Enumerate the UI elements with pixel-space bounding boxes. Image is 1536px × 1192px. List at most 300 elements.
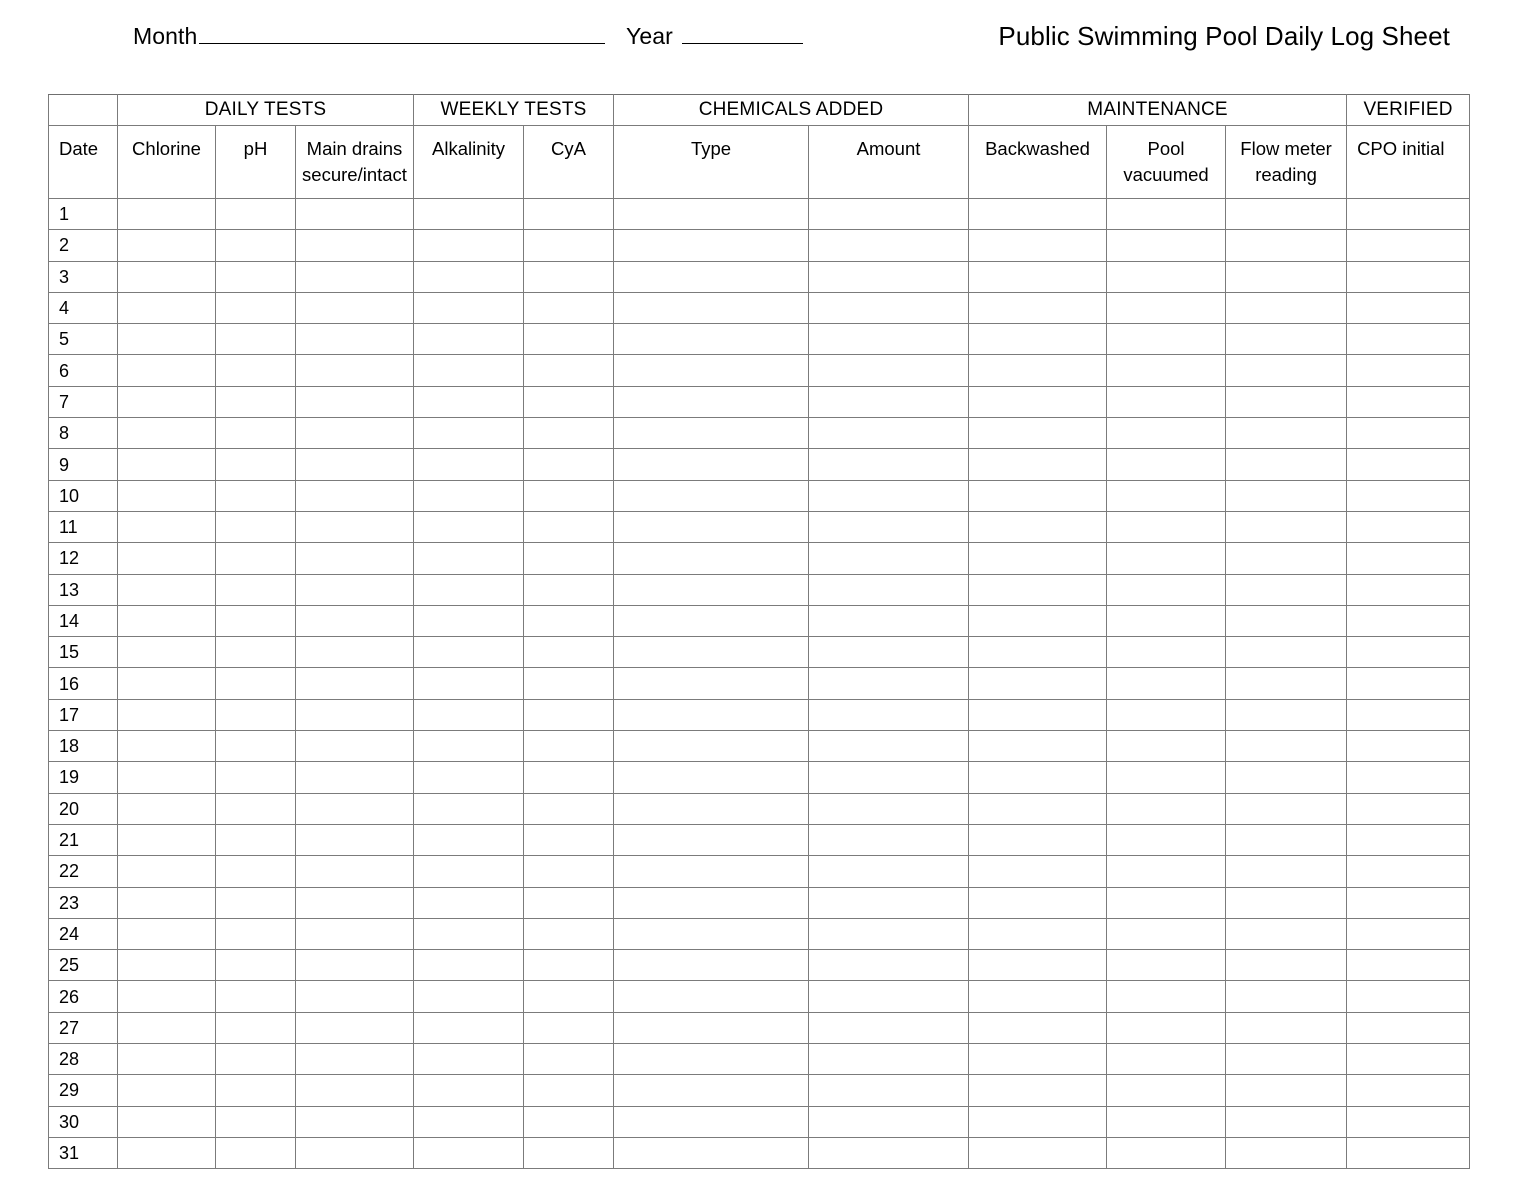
entry-cell[interactable] — [414, 355, 524, 386]
entry-cell[interactable] — [524, 1106, 614, 1137]
entry-cell[interactable] — [809, 199, 969, 230]
entry-cell[interactable] — [414, 230, 524, 261]
entry-cell[interactable] — [1226, 1044, 1347, 1075]
entry-cell[interactable] — [1226, 918, 1347, 949]
entry-cell[interactable] — [216, 918, 296, 949]
entry-cell[interactable] — [614, 199, 809, 230]
entry-cell[interactable] — [296, 731, 414, 762]
entry-cell[interactable] — [1347, 480, 1470, 511]
entry-cell[interactable] — [614, 918, 809, 949]
entry-cell[interactable] — [969, 1106, 1107, 1137]
entry-cell[interactable] — [1107, 355, 1226, 386]
entry-cell[interactable] — [118, 1075, 216, 1106]
entry-cell[interactable] — [1347, 418, 1470, 449]
entry-cell[interactable] — [414, 981, 524, 1012]
entry-cell[interactable] — [614, 261, 809, 292]
entry-cell[interactable] — [524, 918, 614, 949]
entry-cell[interactable] — [1347, 543, 1470, 574]
entry-cell[interactable] — [296, 637, 414, 668]
entry-cell[interactable] — [809, 824, 969, 855]
entry-cell[interactable] — [614, 981, 809, 1012]
entry-cell[interactable] — [216, 1137, 296, 1168]
entry-cell[interactable] — [414, 292, 524, 323]
entry-cell[interactable] — [296, 355, 414, 386]
entry-cell[interactable] — [969, 762, 1107, 793]
entry-cell[interactable] — [296, 386, 414, 417]
entry-cell[interactable] — [216, 1106, 296, 1137]
entry-cell[interactable] — [969, 793, 1107, 824]
entry-cell[interactable] — [296, 1075, 414, 1106]
entry-cell[interactable] — [216, 386, 296, 417]
entry-cell[interactable] — [524, 637, 614, 668]
entry-cell[interactable] — [216, 355, 296, 386]
entry-cell[interactable] — [969, 824, 1107, 855]
entry-cell[interactable] — [969, 230, 1107, 261]
entry-cell[interactable] — [118, 418, 216, 449]
entry-cell[interactable] — [1347, 699, 1470, 730]
entry-cell[interactable] — [614, 950, 809, 981]
entry-cell[interactable] — [614, 1012, 809, 1043]
entry-cell[interactable] — [1226, 449, 1347, 480]
entry-cell[interactable] — [524, 699, 614, 730]
entry-cell[interactable] — [1107, 1075, 1226, 1106]
entry-cell[interactable] — [1226, 1137, 1347, 1168]
entry-cell[interactable] — [524, 511, 614, 542]
entry-cell[interactable] — [809, 605, 969, 636]
entry-cell[interactable] — [809, 950, 969, 981]
entry-cell[interactable] — [296, 699, 414, 730]
entry-cell[interactable] — [118, 981, 216, 1012]
entry-cell[interactable] — [414, 480, 524, 511]
entry-cell[interactable] — [216, 449, 296, 480]
entry-cell[interactable] — [216, 637, 296, 668]
entry-cell[interactable] — [809, 1012, 969, 1043]
entry-cell[interactable] — [296, 793, 414, 824]
entry-cell[interactable] — [216, 950, 296, 981]
entry-cell[interactable] — [118, 1012, 216, 1043]
entry-cell[interactable] — [1226, 699, 1347, 730]
entry-cell[interactable] — [809, 386, 969, 417]
entry-cell[interactable] — [614, 731, 809, 762]
entry-cell[interactable] — [614, 699, 809, 730]
entry-cell[interactable] — [809, 292, 969, 323]
entry-cell[interactable] — [296, 292, 414, 323]
entry-cell[interactable] — [524, 793, 614, 824]
entry-cell[interactable] — [1347, 261, 1470, 292]
entry-cell[interactable] — [1226, 981, 1347, 1012]
entry-cell[interactable] — [1107, 981, 1226, 1012]
entry-cell[interactable] — [118, 762, 216, 793]
entry-cell[interactable] — [524, 449, 614, 480]
entry-cell[interactable] — [524, 261, 614, 292]
entry-cell[interactable] — [969, 292, 1107, 323]
entry-cell[interactable] — [414, 199, 524, 230]
entry-cell[interactable] — [1347, 731, 1470, 762]
entry-cell[interactable] — [1226, 731, 1347, 762]
entry-cell[interactable] — [524, 292, 614, 323]
entry-cell[interactable] — [296, 543, 414, 574]
entry-cell[interactable] — [1347, 386, 1470, 417]
entry-cell[interactable] — [414, 324, 524, 355]
entry-cell[interactable] — [1107, 731, 1226, 762]
entry-cell[interactable] — [524, 230, 614, 261]
entry-cell[interactable] — [969, 918, 1107, 949]
entry-cell[interactable] — [969, 856, 1107, 887]
entry-cell[interactable] — [1107, 699, 1226, 730]
entry-cell[interactable] — [216, 699, 296, 730]
entry-cell[interactable] — [216, 1012, 296, 1043]
entry-cell[interactable] — [216, 292, 296, 323]
entry-cell[interactable] — [969, 418, 1107, 449]
entry-cell[interactable] — [1107, 574, 1226, 605]
entry-cell[interactable] — [296, 887, 414, 918]
entry-cell[interactable] — [414, 261, 524, 292]
entry-cell[interactable] — [969, 543, 1107, 574]
entry-cell[interactable] — [216, 199, 296, 230]
entry-cell[interactable] — [1347, 1044, 1470, 1075]
entry-cell[interactable] — [118, 793, 216, 824]
entry-cell[interactable] — [1226, 637, 1347, 668]
entry-cell[interactable] — [216, 261, 296, 292]
entry-cell[interactable] — [809, 1075, 969, 1106]
entry-cell[interactable] — [614, 386, 809, 417]
entry-cell[interactable] — [118, 918, 216, 949]
entry-cell[interactable] — [1107, 449, 1226, 480]
entry-cell[interactable] — [414, 699, 524, 730]
entry-cell[interactable] — [414, 668, 524, 699]
entry-cell[interactable] — [296, 1106, 414, 1137]
entry-cell[interactable] — [809, 762, 969, 793]
entry-cell[interactable] — [1107, 230, 1226, 261]
entry-cell[interactable] — [1107, 418, 1226, 449]
entry-cell[interactable] — [809, 887, 969, 918]
entry-cell[interactable] — [1347, 355, 1470, 386]
month-input[interactable] — [199, 24, 605, 44]
entry-cell[interactable] — [614, 668, 809, 699]
entry-cell[interactable] — [414, 386, 524, 417]
entry-cell[interactable] — [414, 1075, 524, 1106]
entry-cell[interactable] — [1107, 1044, 1226, 1075]
entry-cell[interactable] — [118, 261, 216, 292]
entry-cell[interactable] — [809, 637, 969, 668]
entry-cell[interactable] — [1107, 918, 1226, 949]
entry-cell[interactable] — [969, 637, 1107, 668]
entry-cell[interactable] — [969, 449, 1107, 480]
entry-cell[interactable] — [296, 230, 414, 261]
entry-cell[interactable] — [414, 887, 524, 918]
entry-cell[interactable] — [296, 511, 414, 542]
entry-cell[interactable] — [1347, 793, 1470, 824]
entry-cell[interactable] — [296, 199, 414, 230]
entry-cell[interactable] — [414, 637, 524, 668]
entry-cell[interactable] — [1347, 1075, 1470, 1106]
entry-cell[interactable] — [1347, 324, 1470, 355]
entry-cell[interactable] — [524, 199, 614, 230]
entry-cell[interactable] — [1107, 386, 1226, 417]
entry-cell[interactable] — [969, 731, 1107, 762]
entry-cell[interactable] — [1347, 199, 1470, 230]
entry-cell[interactable] — [1107, 605, 1226, 636]
entry-cell[interactable] — [1107, 637, 1226, 668]
entry-cell[interactable] — [296, 950, 414, 981]
entry-cell[interactable] — [614, 887, 809, 918]
entry-cell[interactable] — [414, 605, 524, 636]
entry-cell[interactable] — [1226, 1012, 1347, 1043]
entry-cell[interactable] — [809, 981, 969, 1012]
entry-cell[interactable] — [1347, 511, 1470, 542]
entry-cell[interactable] — [1226, 793, 1347, 824]
entry-cell[interactable] — [216, 824, 296, 855]
entry-cell[interactable] — [296, 824, 414, 855]
entry-cell[interactable] — [414, 1137, 524, 1168]
entry-cell[interactable] — [969, 386, 1107, 417]
entry-cell[interactable] — [118, 1044, 216, 1075]
entry-cell[interactable] — [216, 418, 296, 449]
entry-cell[interactable] — [296, 480, 414, 511]
entry-cell[interactable] — [614, 449, 809, 480]
entry-cell[interactable] — [118, 574, 216, 605]
entry-cell[interactable] — [614, 1106, 809, 1137]
entry-cell[interactable] — [809, 918, 969, 949]
entry-cell[interactable] — [809, 355, 969, 386]
entry-cell[interactable] — [1107, 887, 1226, 918]
entry-cell[interactable] — [1347, 605, 1470, 636]
entry-cell[interactable] — [216, 230, 296, 261]
entry-cell[interactable] — [1226, 199, 1347, 230]
entry-cell[interactable] — [414, 418, 524, 449]
entry-cell[interactable] — [216, 981, 296, 1012]
entry-cell[interactable] — [118, 950, 216, 981]
entry-cell[interactable] — [969, 668, 1107, 699]
entry-cell[interactable] — [969, 355, 1107, 386]
entry-cell[interactable] — [969, 574, 1107, 605]
entry-cell[interactable] — [614, 1137, 809, 1168]
entry-cell[interactable] — [524, 731, 614, 762]
entry-cell[interactable] — [524, 1137, 614, 1168]
entry-cell[interactable] — [296, 918, 414, 949]
entry-cell[interactable] — [414, 918, 524, 949]
entry-cell[interactable] — [118, 699, 216, 730]
entry-cell[interactable] — [614, 511, 809, 542]
entry-cell[interactable] — [1347, 856, 1470, 887]
entry-cell[interactable] — [524, 1075, 614, 1106]
entry-cell[interactable] — [1107, 261, 1226, 292]
entry-cell[interactable] — [1226, 511, 1347, 542]
entry-cell[interactable] — [1347, 637, 1470, 668]
entry-cell[interactable] — [118, 386, 216, 417]
entry-cell[interactable] — [216, 511, 296, 542]
entry-cell[interactable] — [524, 887, 614, 918]
entry-cell[interactable] — [118, 324, 216, 355]
entry-cell[interactable] — [118, 1106, 216, 1137]
entry-cell[interactable] — [1226, 386, 1347, 417]
entry-cell[interactable] — [969, 605, 1107, 636]
entry-cell[interactable] — [216, 731, 296, 762]
entry-cell[interactable] — [809, 480, 969, 511]
entry-cell[interactable] — [614, 418, 809, 449]
entry-cell[interactable] — [216, 762, 296, 793]
entry-cell[interactable] — [414, 511, 524, 542]
entry-cell[interactable] — [969, 511, 1107, 542]
entry-cell[interactable] — [414, 1106, 524, 1137]
entry-cell[interactable] — [614, 1075, 809, 1106]
entry-cell[interactable] — [1347, 887, 1470, 918]
entry-cell[interactable] — [1347, 449, 1470, 480]
entry-cell[interactable] — [118, 511, 216, 542]
entry-cell[interactable] — [1107, 1012, 1226, 1043]
entry-cell[interactable] — [118, 856, 216, 887]
entry-cell[interactable] — [296, 1044, 414, 1075]
entry-cell[interactable] — [614, 762, 809, 793]
entry-cell[interactable] — [969, 199, 1107, 230]
entry-cell[interactable] — [1107, 824, 1226, 855]
entry-cell[interactable] — [414, 449, 524, 480]
entry-cell[interactable] — [118, 230, 216, 261]
entry-cell[interactable] — [118, 887, 216, 918]
entry-cell[interactable] — [1226, 261, 1347, 292]
entry-cell[interactable] — [414, 856, 524, 887]
entry-cell[interactable] — [1347, 574, 1470, 605]
entry-cell[interactable] — [414, 824, 524, 855]
entry-cell[interactable] — [809, 261, 969, 292]
entry-cell[interactable] — [969, 981, 1107, 1012]
entry-cell[interactable] — [1226, 762, 1347, 793]
entry-cell[interactable] — [118, 1137, 216, 1168]
entry-cell[interactable] — [809, 449, 969, 480]
entry-cell[interactable] — [614, 480, 809, 511]
entry-cell[interactable] — [414, 543, 524, 574]
entry-cell[interactable] — [296, 605, 414, 636]
entry-cell[interactable] — [524, 856, 614, 887]
entry-cell[interactable] — [969, 324, 1107, 355]
entry-cell[interactable] — [118, 449, 216, 480]
entry-cell[interactable] — [809, 511, 969, 542]
entry-cell[interactable] — [809, 418, 969, 449]
entry-cell[interactable] — [414, 793, 524, 824]
year-input[interactable] — [682, 24, 803, 44]
entry-cell[interactable] — [614, 574, 809, 605]
entry-cell[interactable] — [1347, 981, 1470, 1012]
entry-cell[interactable] — [118, 199, 216, 230]
entry-cell[interactable] — [524, 574, 614, 605]
entry-cell[interactable] — [809, 230, 969, 261]
entry-cell[interactable] — [614, 793, 809, 824]
entry-cell[interactable] — [1226, 824, 1347, 855]
entry-cell[interactable] — [1347, 762, 1470, 793]
entry-cell[interactable] — [1347, 824, 1470, 855]
entry-cell[interactable] — [614, 292, 809, 323]
entry-cell[interactable] — [614, 1044, 809, 1075]
entry-cell[interactable] — [296, 261, 414, 292]
entry-cell[interactable] — [216, 1075, 296, 1106]
entry-cell[interactable] — [216, 543, 296, 574]
entry-cell[interactable] — [1226, 292, 1347, 323]
entry-cell[interactable] — [1107, 543, 1226, 574]
entry-cell[interactable] — [524, 386, 614, 417]
entry-cell[interactable] — [614, 230, 809, 261]
entry-cell[interactable] — [414, 762, 524, 793]
entry-cell[interactable] — [1107, 1137, 1226, 1168]
entry-cell[interactable] — [614, 543, 809, 574]
entry-cell[interactable] — [1347, 950, 1470, 981]
entry-cell[interactable] — [296, 574, 414, 605]
entry-cell[interactable] — [614, 824, 809, 855]
entry-cell[interactable] — [524, 418, 614, 449]
entry-cell[interactable] — [1107, 324, 1226, 355]
entry-cell[interactable] — [216, 1044, 296, 1075]
entry-cell[interactable] — [118, 292, 216, 323]
entry-cell[interactable] — [524, 824, 614, 855]
entry-cell[interactable] — [1347, 292, 1470, 323]
entry-cell[interactable] — [969, 1075, 1107, 1106]
entry-cell[interactable] — [809, 793, 969, 824]
entry-cell[interactable] — [809, 543, 969, 574]
entry-cell[interactable] — [296, 418, 414, 449]
entry-cell[interactable] — [809, 699, 969, 730]
entry-cell[interactable] — [296, 449, 414, 480]
entry-cell[interactable] — [969, 261, 1107, 292]
entry-cell[interactable] — [524, 480, 614, 511]
entry-cell[interactable] — [614, 605, 809, 636]
entry-cell[interactable] — [1226, 418, 1347, 449]
entry-cell[interactable] — [118, 668, 216, 699]
entry-cell[interactable] — [1107, 950, 1226, 981]
entry-cell[interactable] — [969, 1137, 1107, 1168]
entry-cell[interactable] — [216, 668, 296, 699]
entry-cell[interactable] — [969, 1044, 1107, 1075]
entry-cell[interactable] — [524, 355, 614, 386]
entry-cell[interactable] — [809, 574, 969, 605]
entry-cell[interactable] — [296, 856, 414, 887]
entry-cell[interactable] — [1107, 511, 1226, 542]
entry-cell[interactable] — [296, 324, 414, 355]
entry-cell[interactable] — [414, 1012, 524, 1043]
entry-cell[interactable] — [118, 637, 216, 668]
entry-cell[interactable] — [296, 981, 414, 1012]
entry-cell[interactable] — [1107, 762, 1226, 793]
entry-cell[interactable] — [809, 731, 969, 762]
entry-cell[interactable] — [1226, 1075, 1347, 1106]
entry-cell[interactable] — [524, 605, 614, 636]
entry-cell[interactable] — [118, 355, 216, 386]
entry-cell[interactable] — [1226, 355, 1347, 386]
entry-cell[interactable] — [118, 824, 216, 855]
entry-cell[interactable] — [216, 887, 296, 918]
entry-cell[interactable] — [1347, 1012, 1470, 1043]
entry-cell[interactable] — [414, 731, 524, 762]
entry-cell[interactable] — [809, 1044, 969, 1075]
entry-cell[interactable] — [1347, 1137, 1470, 1168]
entry-cell[interactable] — [296, 668, 414, 699]
entry-cell[interactable] — [1226, 605, 1347, 636]
entry-cell[interactable] — [524, 324, 614, 355]
entry-cell[interactable] — [1226, 950, 1347, 981]
entry-cell[interactable] — [809, 324, 969, 355]
entry-cell[interactable] — [1226, 324, 1347, 355]
entry-cell[interactable] — [614, 355, 809, 386]
entry-cell[interactable] — [1226, 668, 1347, 699]
entry-cell[interactable] — [524, 543, 614, 574]
entry-cell[interactable] — [1226, 543, 1347, 574]
entry-cell[interactable] — [969, 887, 1107, 918]
entry-cell[interactable] — [296, 762, 414, 793]
entry-cell[interactable] — [1347, 1106, 1470, 1137]
entry-cell[interactable] — [1226, 480, 1347, 511]
entry-cell[interactable] — [524, 1012, 614, 1043]
entry-cell[interactable] — [614, 324, 809, 355]
entry-cell[interactable] — [1347, 918, 1470, 949]
entry-cell[interactable] — [296, 1012, 414, 1043]
